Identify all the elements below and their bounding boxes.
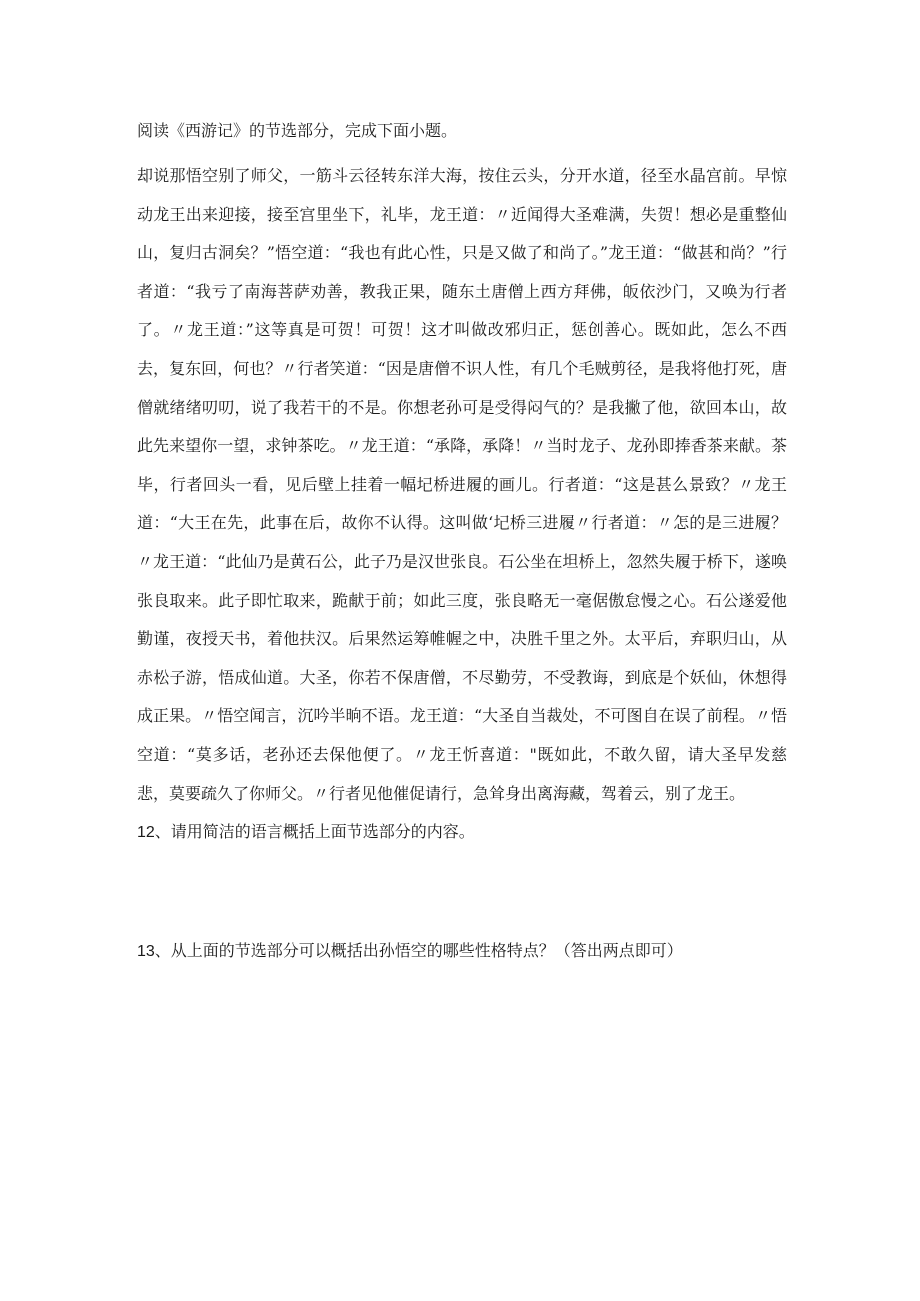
question-12-text: 、请用简洁的语言概括上面节选部分的内容。 [154, 822, 475, 841]
question-12 [137, 819, 787, 846]
question-12-number: 12 [137, 824, 155, 841]
question-13-text: 、从上面的节选部分可以概括出孙悟空的哪些性格特点？（答出两点即可） [154, 941, 683, 960]
question-13 [137, 938, 787, 965]
question-13-number: 13 [137, 943, 155, 960]
excerpt-passage: 却说那悟空别了师父，一筋斗云径转东洋大海，按住云头，分开水道，径至水晶宫前。早惊动龙王出来迎接，接至宫里坐下，礼毕，龙王道：〃近闻得大圣难满，失贺！想必是重整仙山，复归古洞矣？”悟空道：“我也有此心性，只是又做了和尚了。”龙王道：“做甚和尚？”行者道：“我亏了南海菩萨劝善，教我正果，随东土唐僧上西方拜佛，皈依沙门，又唤为行者了。〃龙王道：”这等真是可贺！可贺！这才叫做改邪归正，惩创善心。既如此，怎么不西去，复东回，何也？〃行者笑道：“因是唐僧不识人性，有几个毛贼剪径，是我将他打死，唐僧就绪绪叨叨，说了我若干的不是。你想老孙可是受得闷气的？是我撇了他，欲回本山，故此先来望你一望，求钟茶吃。〃龙王道：“承降，承降！〃当时龙子、龙孙即捧香茶来献。茶毕，行者回头一看，见后壁上挂着一幅圮桥进履的画儿。行者道：“这是甚么景致？〃龙王道：“大王在先，此事在后，故你不认得。这叫做‘圮桥三进履〃行者道：〃怎的是三进履？〃龙王道：“此仙乃是黄石公，此子乃是汉世张良。石公坐在坦桥上，忽然失履于桥下，遂唤张良取来。此子即忙取来，跪献于前；如此三度，张良略无一毫倨傲怠慢之心。石公遂爱他勤谨，夜授天书，着他扶汉。后果然运筹帷幄之中，决胜千里之外。太平后，弃职归山，从赤松子游，悟成仙道。大圣，你若不保唐僧，不尽勤劳，不受教诲，到底是个妖仙，休想得成正果。〃悟空闻言，沉吟半晌不语。龙王道：“大圣自当裁处，不可图自在误了前程。〃悟空道：“莫多话，老孙还去保他便了。〃龙王忻喜道："既如此，不敢久留，请大圣早发慈悲，莫要疏久了你师父。〃行者见他催促请行，急耸身出离海藏，驾着云，别了龙王。 [137, 166, 787, 803]
reading-instruction: 阅读《西游记》的节选部分，完成下面小题。 [137, 121, 458, 140]
